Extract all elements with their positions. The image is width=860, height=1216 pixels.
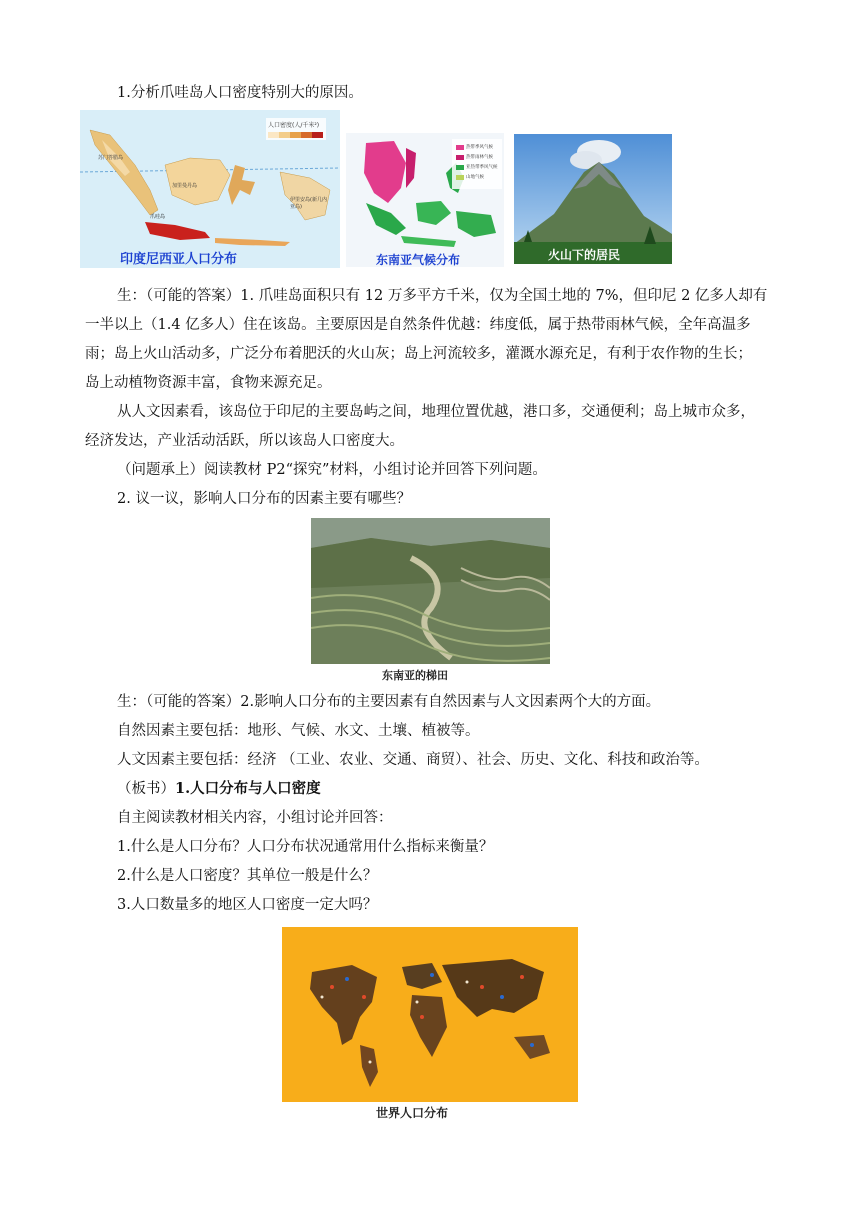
answer1-line-1: 生：（可能的答案）1. 爪哇岛面积只有 12 万多平方千米，仅为全国土地的 7%，但印尼 2 亿多人却有 [117,288,768,304]
terrace-graphic [311,518,550,664]
answer1-line-3: 雨；岛上火山活动多，广泛分布着肥沃的火山灰；岛上河流较多，灌溉水源充足，有利于农作物的生长； [85,346,752,362]
map-label-java: 爪哇岛 [150,214,166,220]
answer2-line-2: 自然因素主要包括：地形、气候、水文、土壤、植被等。 [117,723,480,739]
answer2-line-1: 生：（可能的答案）2.影响人口分布的主要因素有自然因素与人文因素两个大的方面。 [117,694,661,710]
map-label-kalimantan: 加里曼丹岛 [172,183,198,189]
climate-legend-2: 热带雨林气候 [466,155,493,160]
discussion-question-3: 3.人口数量多的地区人口密度一定大吗？ [117,897,378,913]
map-label-irian: 伊里安岛(新几内亚岛) [290,197,327,210]
indonesia-population-map [80,110,340,268]
discussion-question-2: 2.什么是人口密度？其单位一般是什么？ [117,868,378,884]
question-2: 2. 议一议，影响人口分布的因素主要有哪些？ [117,491,411,507]
figure-caption-terraces: 东南亚的梯田 [382,669,448,682]
discussion-intro: 自主阅读教材相关内容，小组讨论并回答： [117,810,393,826]
climate-legend-1: 热带季风气候 [466,145,493,150]
answer1-line-6: 经济发达，产业活动活跃，所以该岛人口密度大。 [85,433,404,449]
southeast-asia-climate-map [346,133,504,267]
climate-legend-4: 山地气候 [466,175,484,180]
indonesia-map-graphic [80,110,340,268]
map-legend-title: 人口密度(人/千米²) [268,122,320,129]
board-title: 1.人口分布与人口密度 [175,780,321,797]
figure-caption-world: 世界人口分布 [376,1106,449,1120]
question-1: 1.分析爪哇岛人口密度特别大的原因。 [117,85,363,101]
volcano-photo [514,134,672,264]
answer1-line-2: 一半以上（1.4 亿多人）住在该岛。主要原因是自然条件优越：纬度低，属于热带雨林气候，全年高温多 [85,317,751,333]
board-prefix: （板书） [117,781,175,797]
world-population-image [282,927,578,1102]
board-heading [117,779,321,799]
answer1-line-7: （问题承上）阅读教材 P2“探究”材料，小组讨论并回答下列问题。 [117,462,547,478]
world-people-map-graphic [282,927,578,1102]
climate-legend-3: 亚热带季风气候 [466,165,498,170]
volcano-graphic [514,134,672,264]
discussion-question-1: 1.什么是人口分布？人口分布状况通常用什么指标来衡量？ [117,839,494,855]
figure-caption-indonesia: 印度尼西亚人口分布 [120,252,238,267]
terraced-fields-photo [311,518,550,664]
answer1-line-4: 岛上动植物资源丰富，食物来源充足。 [85,375,332,391]
map-label-sumatra: 苏门答腊岛 [98,155,124,161]
answer1-line-5: 从人文因素看，该岛位于印尼的主要岛屿之间，地理位置优越，港口多，交通便利；岛上城市众多， [117,404,755,420]
figure-caption-climate: 东南亚气候分布 [376,253,461,267]
figure-caption-volcano: 火山下的居民 [548,248,621,262]
answer2-line-3: 人文因素主要包括：经济 （工业、农业、交通、商贸）、社会、历史、文化、科技和政治等。 [117,752,709,768]
